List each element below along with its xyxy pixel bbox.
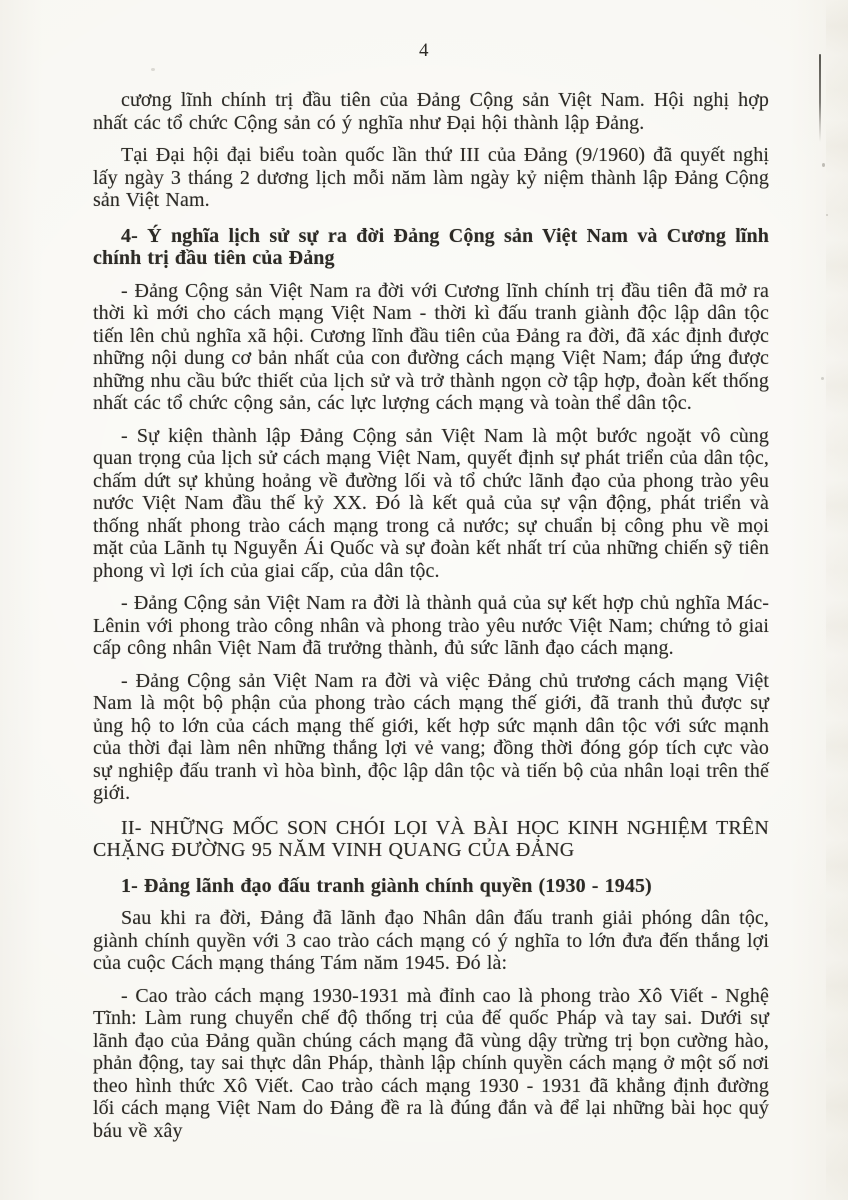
- paragraph: - Sự kiện thành lập Đảng Cộng sản Việt Nam là một bước ngoặt vô cùng quan trọng của lịch sử cách mạng Việt Nam, quyết định sự phát triển của dân tộc, chấm dứt sự khủng hoảng về đường lối và tổ chức lãnh đạo của phong trào yêu nước Việt Nam đầu thế kỷ XX. Đó là kết quả của sự vận động, phát triển và thống nhất phong trào cách mạng trong cả nước; sự chuẩn bị công phu về mọi mặt của Lãnh tụ Nguyễn Ái Quốc và sự đoàn kết nhất trí của những chiến sỹ tiên phong vì lợi ích của giai cấp, của dân tộc.: [93, 424, 769, 582]
- section-heading-1: 1- Đảng lãnh đạo đấu tranh giành chính quyền (1930 - 1945): [121, 874, 652, 897]
- paragraph: Tại Đại hội đại biểu toàn quốc lần thứ III của Đảng (9/1960) đã quyết nghị lấy ngày 3 tháng 2 dương lịch mỗi năm làm ngày kỷ niệm thành lập Đảng Cộng sản Việt Nam.: [93, 144, 769, 211]
- section-heading-4: 4- Ý nghĩa lịch sử sự ra đời Đảng Cộng sản Việt Nam và Cương lĩnh chính trị đầu tiên của Đảng: [93, 224, 769, 269]
- scan-artifact-vertical-line: [819, 54, 821, 142]
- scan-artifact-speck: [822, 163, 825, 167]
- paragraph: Sau khi ra đời, Đảng đã lãnh đạo Nhân dân đấu tranh giải phóng dân tộc, giành chính quyền với 3 cao trào cách mạng có ý nghĩa to lớn đưa đến thắng lợi của cuộc Cách mạng tháng Tám năm 1945. Đó là:: [93, 907, 769, 974]
- section-heading-ii: II- NHỮNG MỐC SON CHÓI LỌI VÀ BÀI HỌC KINH NGHIỆM TRÊN CHẶNG ĐƯỜNG 95 NĂM VINH QUANG CỦA ĐẢNG: [93, 816, 769, 861]
- paragraph: - Đảng Cộng sản Việt Nam ra đời là thành quả của sự kết hợp chủ nghĩa Mác-Lênin với phong trào công nhân và phong trào yêu nước Việt Nam; chứng tỏ giai cấp công nhân Việt Nam đã trưởng thành, đủ sức lãnh đạo cách mạng.: [93, 592, 769, 659]
- page-number: 4: [419, 40, 429, 61]
- paragraph: - Đảng Cộng sản Việt Nam ra đời với Cương lĩnh chính trị đầu tiên đã mở ra thời kì mới cho cách mạng Việt Nam - thời kì đấu tranh giành độc lập dân tộc tiến lên chủ nghĩa xã hội. Cương lĩnh đầu tiên của Đảng ra đời, đã xác định được những nội dung cơ bản nhất của con đường cách mạng Việt Nam; đáp ứng được những nhu cầu bức thiết của lịch sử và trở thành ngọn cờ tập hợp, đoàn kết thống nhất các tổ chức cộng sản, các lực lượng cách mạng và toàn thể dân tộc.: [93, 279, 769, 414]
- scan-artifact-speck: [151, 68, 155, 71]
- paragraph: - Cao trào cách mạng 1930-1931 mà đỉnh cao là phong trào Xô Viết - Nghệ Tĩnh: Làm rung chuyển chế độ thống trị của đế quốc Pháp và tay sai. Dưới sự lãnh đạo của Đảng quần chúng cách mạng đã vùng dậy trừng trị bọn cường hào, phản động, tay sai thực dân Pháp, thành lập chính quyền cách mạng ở một số nơi theo hình thức Xô Viết. Cao trào cách mạng 1930 - 1931 đã khẳng định đường lối cách mạng Việt Nam do Đảng đề ra là đúng đắn và để lại những bài học quý báu về xây: [93, 984, 769, 1142]
- paragraph: - Đảng Cộng sản Việt Nam ra đời và việc Đảng chủ trương cách mạng Việt Nam là một bộ phận của phong trào cách mạng thế giới, đã tranh thủ được sự ủng hộ to lớn của cách mạng thế giới, kết hợp sức mạnh dân tộc với sức mạnh của thời đại làm nên những thắng lợi vẻ vang; đồng thời đóng góp tích cực vào sự nghiệp đấu tranh vì hòa bình, độc lập dân tộc và tiến bộ của nhân loại trên thế giới.: [93, 669, 769, 804]
- paragraph-continuation: cương lĩnh chính trị đầu tiên của Đảng Cộng sản Việt Nam. Hội nghị hợp nhất các tổ chức Cộng sản có ý nghĩa như Đại hội thành lập Đảng.: [93, 89, 769, 134]
- document-body: [93, 89, 769, 1142]
- scan-artifact-speck: [826, 214, 828, 216]
- scan-artifact-edge-smudge: [826, 0, 848, 1200]
- scan-artifact-speck: [821, 377, 824, 380]
